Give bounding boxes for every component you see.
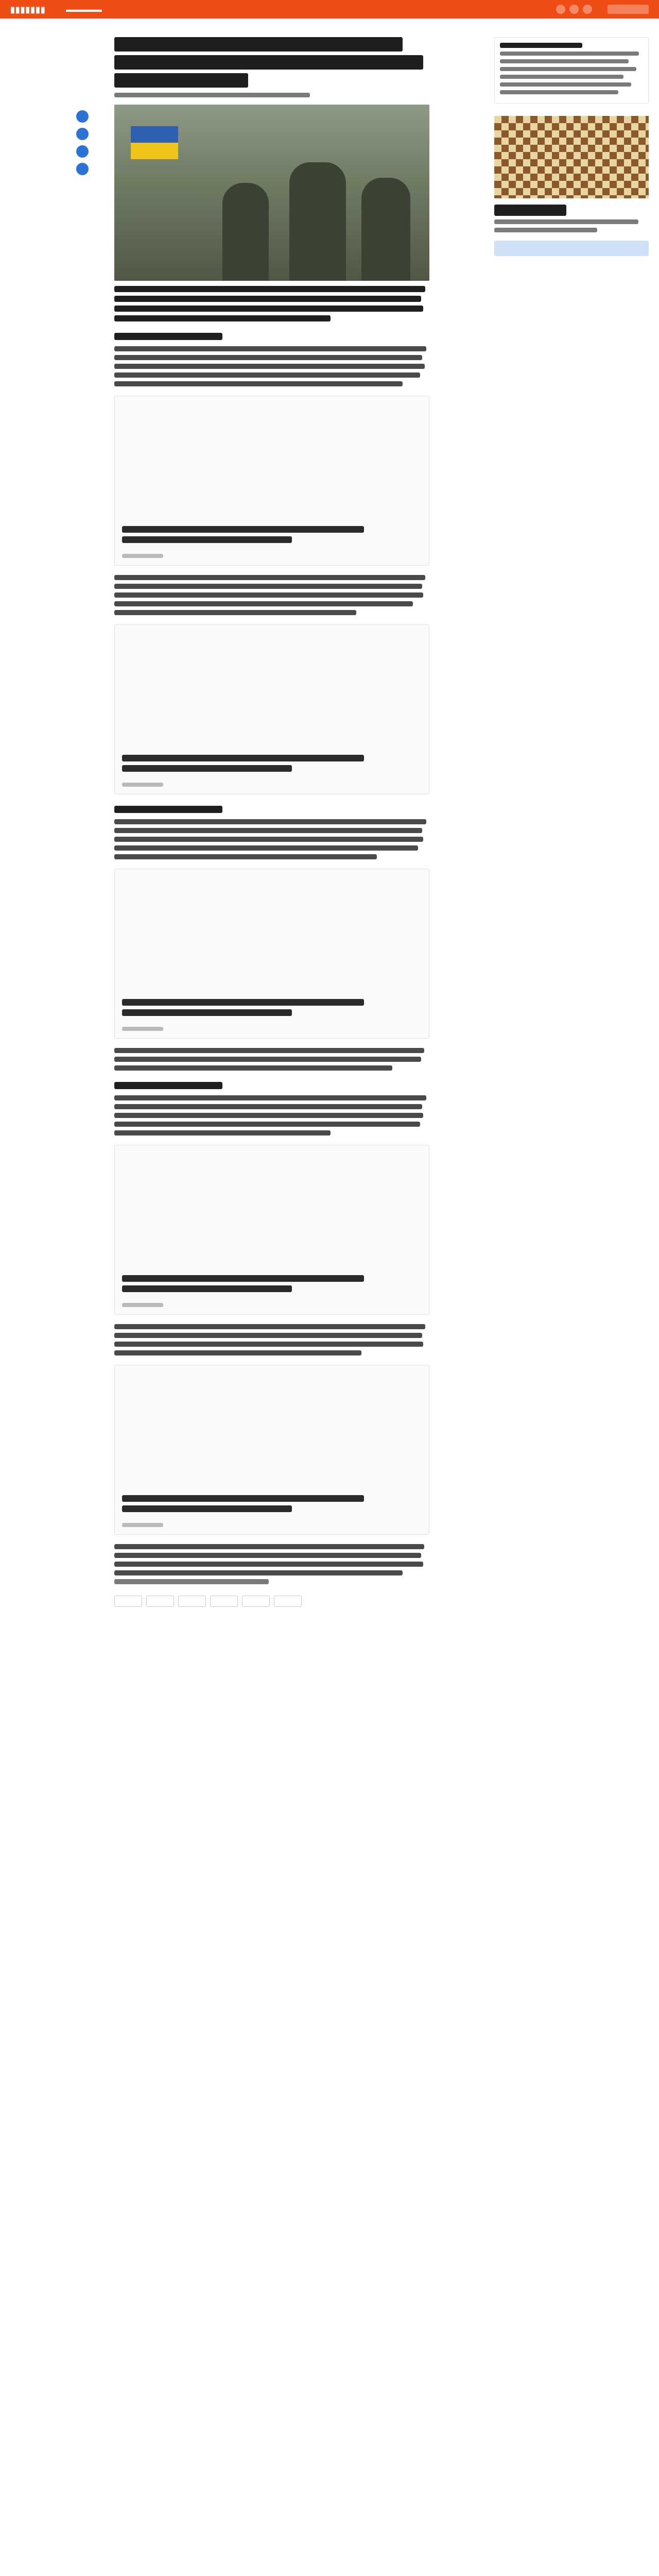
widget-line <box>500 90 618 94</box>
card-title <box>122 1505 292 1512</box>
game-title <box>494 205 566 216</box>
card-title <box>122 526 364 533</box>
widget-line <box>500 67 636 71</box>
card-title <box>122 755 364 761</box>
related-card[interactable] <box>114 624 429 794</box>
section-heading <box>114 1082 222 1089</box>
card-meta <box>122 1027 163 1031</box>
text-line <box>114 1130 331 1136</box>
photo-figure <box>222 183 269 281</box>
related-card[interactable] <box>114 1145 429 1315</box>
game-subtitle <box>494 228 597 232</box>
text-line <box>114 1342 423 1347</box>
share-facebook-button[interactable] <box>76 128 89 140</box>
tag-chip[interactable] <box>114 1596 142 1607</box>
text-line <box>114 592 423 598</box>
related-card[interactable] <box>114 396 429 566</box>
widget-line <box>500 82 631 87</box>
text-line <box>114 1544 424 1549</box>
text-line <box>114 372 420 378</box>
game-board[interactable] <box>494 116 649 198</box>
article-title-line <box>114 73 248 88</box>
game-subtitle <box>494 219 638 224</box>
text-line <box>114 346 426 351</box>
card-title <box>122 765 292 772</box>
text-line <box>114 575 425 580</box>
text-line <box>114 819 426 824</box>
text-line <box>114 1553 421 1558</box>
top-bar <box>0 0 659 19</box>
share-telegram-button[interactable] <box>76 110 89 123</box>
card-meta <box>122 554 163 558</box>
lead-line <box>114 286 425 292</box>
lead-line <box>114 296 421 302</box>
telegram-icon[interactable] <box>556 5 565 14</box>
text-line <box>114 364 425 369</box>
related-card[interactable] <box>114 1365 429 1535</box>
card-title <box>122 1495 364 1502</box>
tag-chip[interactable] <box>178 1596 206 1607</box>
text-line <box>114 601 413 606</box>
brand-logo[interactable]: ▮▮▮▮▮▮▮ <box>10 6 46 14</box>
text-line <box>114 1579 269 1584</box>
text-line <box>114 1113 423 1118</box>
lead-line <box>114 315 331 321</box>
text-line <box>114 1324 425 1329</box>
text-line <box>114 584 422 589</box>
card-title <box>122 999 364 1006</box>
card-meta <box>122 1523 163 1527</box>
article-title-line <box>114 37 403 52</box>
tag-chip[interactable] <box>274 1596 302 1607</box>
search-icon[interactable] <box>569 5 579 14</box>
tag-chip[interactable] <box>146 1596 174 1607</box>
photo-figure <box>289 162 346 281</box>
card-title <box>122 1275 364 1282</box>
card-meta <box>122 783 163 787</box>
text-line <box>114 355 422 360</box>
text-line <box>114 1057 421 1062</box>
section-heading <box>114 806 222 813</box>
text-line <box>114 828 422 833</box>
article-meta <box>114 93 310 97</box>
text-line <box>114 1104 422 1109</box>
text-line <box>114 610 356 615</box>
text-line <box>114 1065 392 1071</box>
share-email-button[interactable] <box>76 145 89 158</box>
text-line <box>114 845 418 851</box>
text-line <box>114 381 403 386</box>
flag-shape <box>131 126 178 143</box>
language-selector[interactable] <box>608 5 649 14</box>
lead-line <box>114 306 423 312</box>
menu-icon[interactable] <box>583 5 592 14</box>
text-line <box>114 1095 426 1100</box>
article-title-line <box>114 55 423 70</box>
text-line <box>114 1570 403 1575</box>
tag-chip[interactable] <box>210 1596 238 1607</box>
card-meta <box>122 1303 163 1307</box>
widget-line <box>500 75 623 79</box>
play-button[interactable] <box>494 241 649 256</box>
header-icons <box>556 5 592 14</box>
card-title <box>122 536 292 543</box>
text-line <box>114 1122 420 1127</box>
section-heading <box>114 333 222 340</box>
tag-list <box>114 1596 429 1607</box>
text-line <box>114 837 423 842</box>
article-photo <box>114 105 429 281</box>
sidebar <box>494 37 649 256</box>
related-card[interactable] <box>114 869 429 1039</box>
text-line <box>114 1562 423 1567</box>
photo-figure <box>361 178 410 281</box>
text-line <box>114 854 377 859</box>
flag-shape <box>131 143 178 159</box>
region-menu[interactable]: ▬▬▬▬▬ <box>66 5 102 13</box>
widget-line <box>500 59 629 63</box>
card-title <box>122 1285 292 1292</box>
article <box>114 37 429 1607</box>
text-line <box>114 1048 424 1053</box>
widget-line <box>500 52 639 56</box>
share-copy-button[interactable] <box>76 163 89 175</box>
widget-title <box>500 43 582 48</box>
tag-chip[interactable] <box>242 1596 270 1607</box>
text-line <box>114 1333 422 1338</box>
telegram-widget <box>494 37 649 104</box>
card-title <box>122 1009 292 1016</box>
text-line <box>114 1350 361 1355</box>
